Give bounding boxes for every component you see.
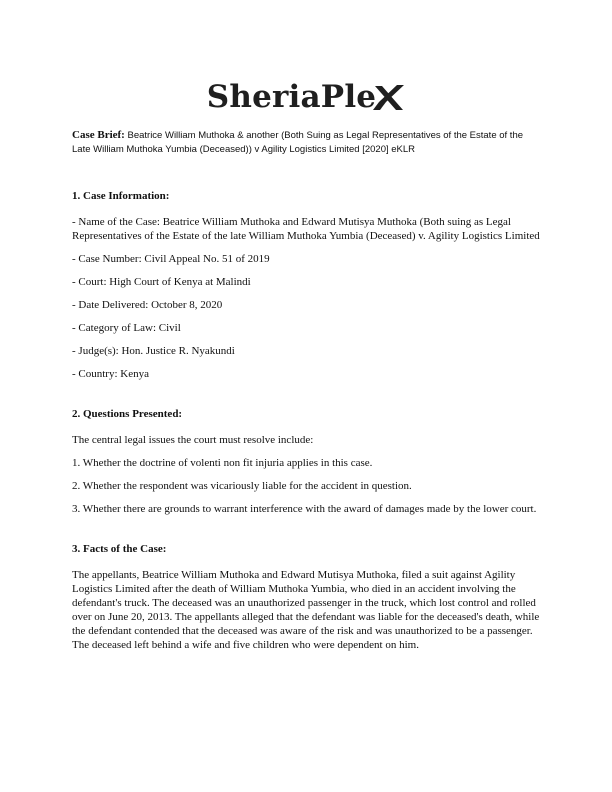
logo-wordmark: SheriaPle (206, 78, 377, 115)
date-delivered: - Date Delivered: October 8, 2020 (72, 299, 223, 311)
document-body (72, 189, 544, 678)
country: - Country: Kenya (72, 368, 149, 380)
case-brief-text: Beatrice William Muthoka & another (Both Suing as Legal Representatives of the Estate of the Late William Muthoka Yumbia (Deceased)) v Agility Logistics Limited [2020] eKLR (72, 130, 524, 155)
case-number: - Case Number: Civil Appeal No. 51 of 2019 (72, 253, 270, 265)
x-mark-icon (373, 83, 405, 113)
questions-presented-section (72, 407, 544, 516)
sheriaplex-logo (0, 74, 612, 120)
section-heading: 2. Questions Presented: (72, 408, 183, 420)
court: - Court: High Court of Kenya at Malindi (72, 276, 251, 288)
section-heading: 1. Case Information: (72, 190, 170, 202)
facts-paragraph: The appellants, Beatrice William Muthoka and Edward Mutisya Muthoka, filed a suit against Agility Logistics Limited after the death of William Muthoka Yumbia, who died in an accident involving the defendant's truck. The deceased was an unauthorized passenger in the truck, which lost control and rolled over on June 20, 2013. The appellants alleged that the defendant was liable for the deceased's death, while the defendant contended that the deceased was aware of the risk and was unauthorized to be a passenger. The deceased left behind a wife and five children who were dependent on him. (72, 569, 540, 651)
case-information-section (72, 189, 544, 381)
question-item: 2. Whether the respondent was vicariously liable for the accident in question. (72, 480, 412, 492)
case-brief-label: Case Brief: (72, 129, 125, 141)
category-of-law: - Category of Law: Civil (72, 322, 181, 334)
section-heading: 3. Facts of the Case: (72, 543, 167, 555)
question-item: 1. Whether the doctrine of volenti non fit injuria applies in this case. (72, 457, 373, 469)
questions-intro: The central legal issues the court must resolve include: (72, 434, 314, 446)
case-brief-title (72, 128, 542, 157)
facts-section (72, 542, 544, 652)
question-item: 3. Whether there are grounds to warrant interference with the award of damages made by the lower court. (72, 503, 537, 515)
judges: - Judge(s): Hon. Justice R. Nyakundi (72, 345, 235, 357)
case-name: - Name of the Case: Beatrice William Muthoka and Edward Mutisya Muthoka (Both suing as Legal Representatives of the Estate of the late William Muthoka Yumbia (Deceased) v. Agility Logistics Limited (72, 216, 540, 242)
